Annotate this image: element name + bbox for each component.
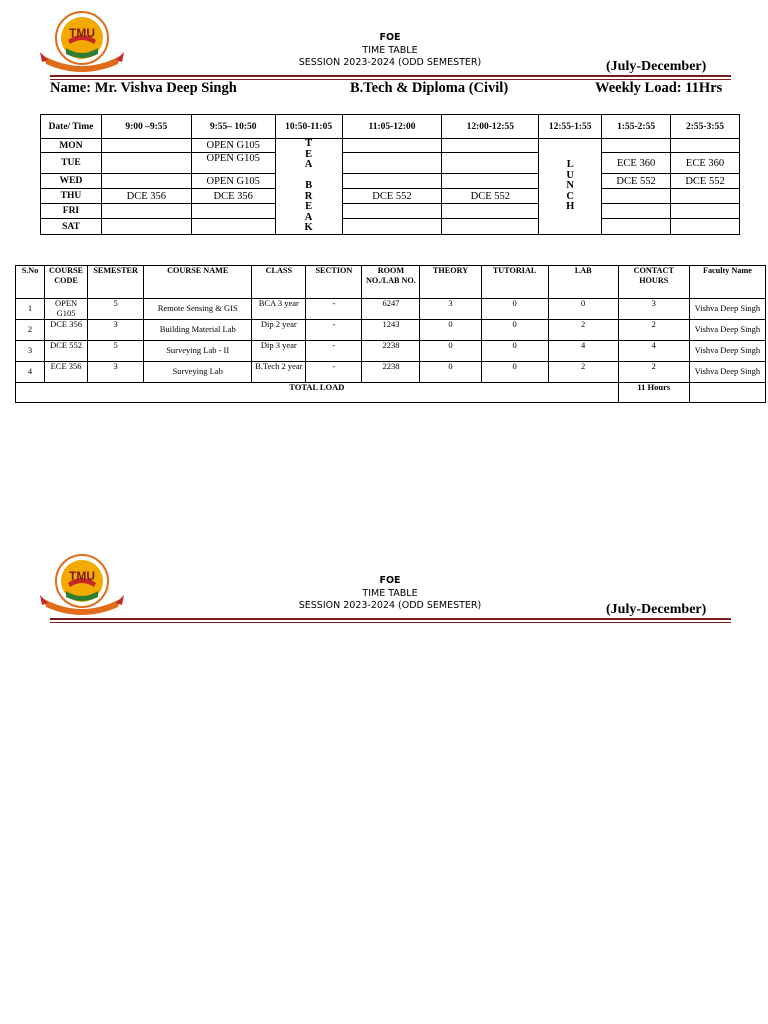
header-bottom xyxy=(0,553,768,643)
lunch-cell: L U N C H xyxy=(539,139,602,235)
header-foe: FOE xyxy=(379,575,401,586)
slot-cell xyxy=(442,204,539,219)
cell-contact: 3 xyxy=(618,299,689,320)
header-period: (July-December) xyxy=(606,59,707,74)
slot-cell xyxy=(191,204,275,219)
cell-room: 1243 xyxy=(362,320,420,341)
slot-cell xyxy=(342,219,442,235)
cell-class: Dip 3 year xyxy=(252,341,306,362)
slot-cell xyxy=(602,189,671,204)
day-label: TUE xyxy=(41,153,102,174)
tea-break-cell: T E A B R E A K xyxy=(275,139,342,235)
cell-semester: 5 xyxy=(88,299,144,320)
slot-cell xyxy=(342,153,442,174)
slot-cell: OPEN G105 xyxy=(191,139,275,153)
slot-cell xyxy=(442,174,539,189)
cell-section: - xyxy=(306,341,362,362)
total-load-label: TOTAL LOAD xyxy=(16,383,619,403)
col-header: Faculty Name xyxy=(689,266,765,299)
cell-sno: 4 xyxy=(16,362,45,383)
col-header: COURSE NAME xyxy=(144,266,252,299)
slot-cell: ECE 360 xyxy=(602,153,671,174)
slot-cell xyxy=(191,219,275,235)
day-label: WED xyxy=(41,174,102,189)
header-session: SESSION 2023-2024 (ODD SEMESTER) xyxy=(298,600,482,611)
svg-text:TMU: TMU xyxy=(69,26,95,40)
header-date-time: Date/ Time xyxy=(41,115,102,139)
slot-cell: OPEN G105 xyxy=(191,153,275,174)
slot-cell xyxy=(342,204,442,219)
cell-code: ECE 356 xyxy=(45,362,88,383)
cell-lab: 0 xyxy=(548,299,618,320)
cell-class: B.Tech 2 year xyxy=(252,362,306,383)
slot-cell: DCE 356 xyxy=(191,189,275,204)
weekly-timetable xyxy=(40,114,740,235)
course-row xyxy=(16,341,766,362)
cell-faculty: Vishva Deep Singh xyxy=(689,320,765,341)
timetable-row xyxy=(41,139,740,153)
cell-room: 6247 xyxy=(362,299,420,320)
slot-cell xyxy=(342,139,442,153)
timetable-row xyxy=(41,174,740,189)
slot-cell xyxy=(602,204,671,219)
cell-class: BCA 3 year xyxy=(252,299,306,320)
day-label: FRI xyxy=(41,204,102,219)
slot-cell xyxy=(101,219,191,235)
cell-section: - xyxy=(306,320,362,341)
cell-lab: 2 xyxy=(548,362,618,383)
cell-sno: 1 xyxy=(16,299,45,320)
day-label: MON xyxy=(41,139,102,153)
faculty-name: Name: Mr. Vishva Deep Singh xyxy=(50,80,237,96)
cell-class: Dip 2 year xyxy=(252,320,306,341)
header-slot: 10:50-11:05 xyxy=(275,115,342,139)
header-foe: FOE xyxy=(379,32,401,43)
cell-code: DCE 356 xyxy=(45,320,88,341)
col-header: S.No xyxy=(16,266,45,299)
header-slot: 12:00-12:55 xyxy=(442,115,539,139)
slot-cell xyxy=(101,204,191,219)
day-label: SAT xyxy=(41,219,102,235)
cell-lab: 4 xyxy=(548,341,618,362)
header-slot: 11:05-12:00 xyxy=(342,115,442,139)
slot-cell xyxy=(101,153,191,174)
total-load-value: 11 Hours xyxy=(618,383,689,403)
course-row xyxy=(16,320,766,341)
slot-cell: DCE 552 xyxy=(671,174,740,189)
slot-cell xyxy=(671,139,740,153)
col-header: CONTACT HOURS xyxy=(618,266,689,299)
tmu-logo-icon xyxy=(38,553,126,615)
col-header: TUTORIAL xyxy=(481,266,548,299)
cell-tutorial: 0 xyxy=(481,320,548,341)
cell-lab: 2 xyxy=(548,320,618,341)
slot-cell: DCE 552 xyxy=(342,189,442,204)
slot-cell: DCE 356 xyxy=(101,189,191,204)
header-slot: 2:55-3:55 xyxy=(671,115,740,139)
cell-theory: 0 xyxy=(420,320,481,341)
header-slot: 1:55-2:55 xyxy=(602,115,671,139)
header-time-table: TIME TABLE xyxy=(362,44,418,56)
header-rule xyxy=(50,75,731,77)
course-header-row xyxy=(16,266,766,299)
svg-text:TMU: TMU xyxy=(69,569,95,583)
cell-section: - xyxy=(306,299,362,320)
col-header: THEORY xyxy=(420,266,481,299)
cell-semester: 3 xyxy=(88,362,144,383)
cell-faculty: Vishva Deep Singh xyxy=(689,299,765,320)
cell-code: OPEN G105 xyxy=(45,299,88,320)
cell-empty xyxy=(689,383,765,403)
slot-cell: ECE 360 xyxy=(671,153,740,174)
col-header: SECTION xyxy=(306,266,362,299)
cell-course-name: Surveying Lab xyxy=(144,362,252,383)
cell-tutorial: 0 xyxy=(481,299,548,320)
day-label: THU xyxy=(41,189,102,204)
cell-contact: 4 xyxy=(618,341,689,362)
program-title: B.Tech & Diploma (Civil) xyxy=(350,80,509,96)
course-row xyxy=(16,299,766,320)
slot-cell: DCE 552 xyxy=(442,189,539,204)
timetable-row xyxy=(41,189,740,204)
slot-cell xyxy=(671,189,740,204)
cell-contact: 2 xyxy=(618,320,689,341)
header-rule xyxy=(50,622,731,623)
col-header: CLASS xyxy=(252,266,306,299)
col-header: SEMESTER xyxy=(88,266,144,299)
timetable-row xyxy=(41,153,740,174)
slot-cell xyxy=(671,219,740,235)
course-row xyxy=(16,362,766,383)
slot-cell xyxy=(101,174,191,189)
col-header: ROOM NO./LAB NO. xyxy=(362,266,420,299)
cell-room: 2238 xyxy=(362,341,420,362)
header-slot: 9:00 –9:55 xyxy=(101,115,191,139)
slot-cell xyxy=(671,204,740,219)
slot-cell: OPEN G105 xyxy=(191,174,275,189)
slot-cell xyxy=(442,219,539,235)
header-center xyxy=(260,32,520,70)
cell-section: - xyxy=(306,362,362,383)
cell-tutorial: 0 xyxy=(481,362,548,383)
timetable-row xyxy=(41,219,740,235)
cell-semester: 3 xyxy=(88,320,144,341)
cell-room: 2238 xyxy=(362,362,420,383)
title-row xyxy=(0,80,768,98)
header-period: (July-December) xyxy=(606,602,707,617)
slot-cell xyxy=(602,139,671,153)
cell-faculty: Vishva Deep Singh xyxy=(689,341,765,362)
slot-cell xyxy=(101,139,191,153)
slot-cell xyxy=(602,219,671,235)
total-load-row xyxy=(16,383,766,403)
col-header: LAB xyxy=(548,266,618,299)
cell-semester: 5 xyxy=(88,341,144,362)
timetable-header-row xyxy=(41,115,740,139)
cell-course-name: Building Material Lab xyxy=(144,320,252,341)
slot-cell: DCE 552 xyxy=(602,174,671,189)
header-time-table: TIME TABLE xyxy=(362,587,418,599)
slot-cell xyxy=(442,153,539,174)
cell-theory: 3 xyxy=(420,299,481,320)
cell-theory: 0 xyxy=(420,341,481,362)
course-load-table xyxy=(15,265,766,403)
cell-course-name: Remote Sensing & GIS xyxy=(144,299,252,320)
cell-tutorial: 0 xyxy=(481,341,548,362)
tmu-logo-icon xyxy=(38,10,126,72)
cell-faculty: Vishva Deep Singh xyxy=(689,362,765,383)
cell-code: DCE 552 xyxy=(45,341,88,362)
header-center xyxy=(260,575,520,613)
header-slot: 12:55-1:55 xyxy=(539,115,602,139)
header-slot: 9:55– 10:50 xyxy=(191,115,275,139)
col-header: COURSE CODE xyxy=(45,266,88,299)
cell-sno: 3 xyxy=(16,341,45,362)
slot-cell xyxy=(442,139,539,153)
slot-cell xyxy=(342,174,442,189)
cell-sno: 2 xyxy=(16,320,45,341)
header-rule xyxy=(50,618,731,620)
cell-course-name: Surveying Lab - II xyxy=(144,341,252,362)
weekly-load: Weekly Load: 11Hrs xyxy=(595,80,723,96)
cell-contact: 2 xyxy=(618,362,689,383)
timetable-row xyxy=(41,204,740,219)
header-session: SESSION 2023-2024 (ODD SEMESTER) xyxy=(298,57,482,68)
cell-theory: 0 xyxy=(420,362,481,383)
